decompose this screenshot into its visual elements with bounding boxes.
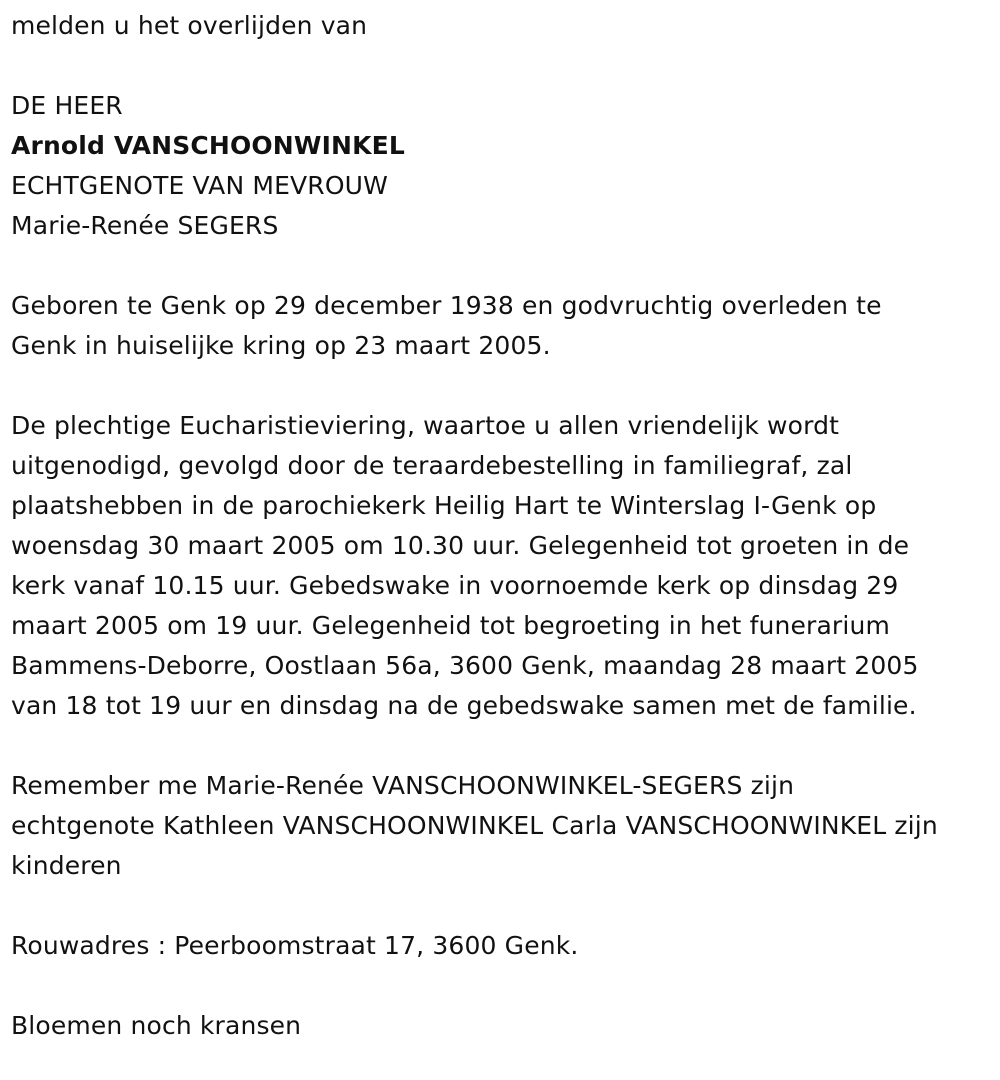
paragraph-line: Bammens-Deborre, Oostlaan 56a, 3600 Genk, maandag 28 maart 2005 — [11, 651, 919, 680]
spouse-name: Marie-Renée SEGERS — [11, 211, 279, 240]
deceased-name: Arnold VANSCHOONWINKEL — [11, 131, 405, 160]
paragraph-line: woensdag 30 maart 2005 om 10.30 uur. Gelegenheid tot groeten in de — [11, 531, 910, 560]
honorific: DE HEER — [11, 91, 123, 120]
spacer — [11, 966, 996, 1006]
spouse-title: ECHTGENOTE VAN MEVROUW — [11, 171, 388, 200]
paragraph-line: kinderen — [11, 851, 122, 880]
paragraph-line: kerk vanaf 10.15 uur. Gebedswake in voornoemde kerk op dinsdag 29 — [11, 571, 899, 600]
mourning-address: Rouwadres : Peerboomstraat 17, 3600 Genk. — [11, 931, 579, 960]
paragraph-line: Genk in huiselijke kring op 23 maart 2005. — [11, 331, 551, 360]
flowers-note: Bloemen noch kransen — [11, 1011, 302, 1040]
paragraph-line: echtgenote Kathleen VANSCHOONWINKEL Carla VANSCHOONWINKEL zijn — [11, 811, 938, 840]
paragraph-line: Geboren te Genk op 29 december 1938 en godvruchtig overleden te — [11, 291, 882, 320]
intro-text: melden u het overlijden van — [11, 11, 368, 40]
spacer — [11, 726, 996, 766]
spacer — [11, 886, 996, 926]
spacer — [11, 366, 996, 406]
birth-death-paragraph — [11, 286, 996, 366]
death-notice — [11, 0, 996, 1046]
paragraph-line: plaatshebben in de parochiekerk Heilig Hart te Winterslag I-Genk op — [11, 491, 877, 520]
remember-paragraph — [11, 766, 996, 886]
paragraph-line: Remember me Marie-Renée VANSCHOONWINKEL-SEGERS zijn — [11, 771, 795, 800]
paragraph-line: uitgenodigd, gevolgd door de teraardebestelling in familiegraf, zal — [11, 451, 853, 480]
spacer — [11, 246, 996, 286]
paragraph-line: maart 2005 om 19 uur. Gelegenheid tot begroeting in het funerarium — [11, 611, 890, 640]
paragraph-line: De plechtige Eucharistieviering, waartoe u allen vriendelijk wordt — [11, 411, 840, 440]
spacer — [11, 46, 996, 86]
paragraph-line: van 18 tot 19 uur en dinsdag na de gebedswake samen met de familie. — [11, 691, 917, 720]
ceremony-paragraph — [11, 406, 996, 726]
